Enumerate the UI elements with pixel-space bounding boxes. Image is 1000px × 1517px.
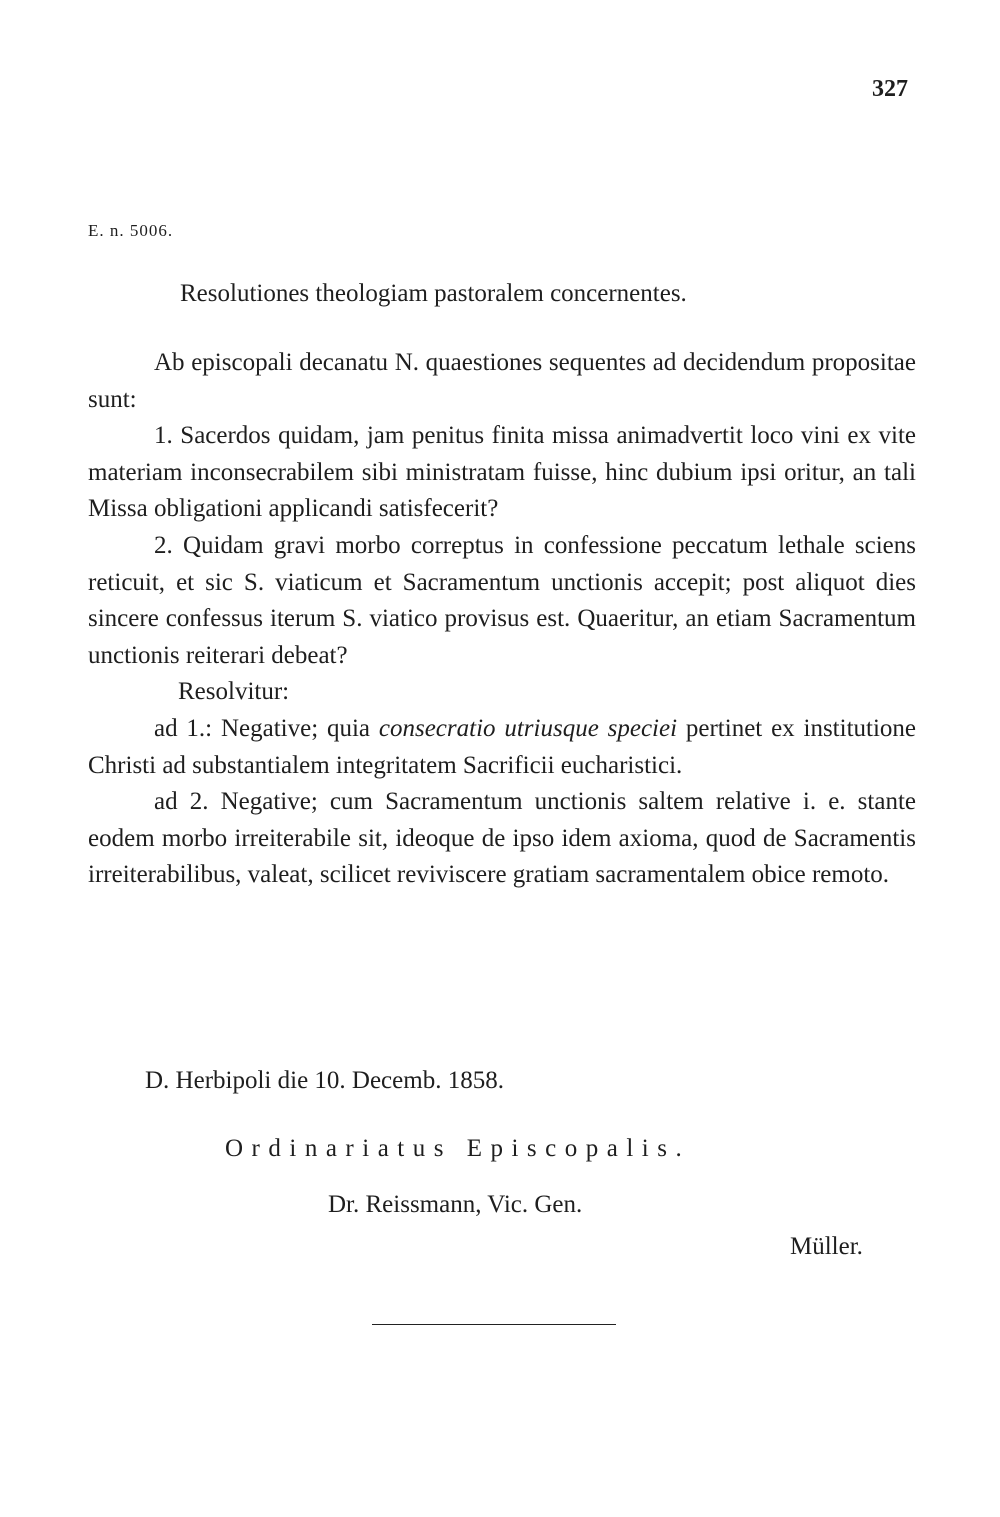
document-body (88, 345, 916, 894)
closing-divider-rule (372, 1324, 616, 1325)
reference-number: E. n. 5006. (88, 221, 174, 240)
page-number: 327 (872, 76, 908, 102)
answer-1-italic: consecratio utriusque speciei (378, 714, 678, 742)
date-line: D. Herbipoli die 10. Decemb. 1858. (145, 1067, 504, 1094)
answer-2-paragraph: ad 2. Negative; cum Sacramentum unctionis saltem relative i. e. stante eodem morbo irreiterabile sit, ideoque de ipso idem axioma, quod de Sacramentis irreiterabilibus, valeat, scilicet reviviscere gratiam sacramentalem obice remoto. (88, 788, 916, 889)
intro-paragraph: Ab episcopali decanatu N. quaestiones sequentes ad decidendum propositae sunt: (88, 349, 916, 413)
issuing-office: Ordinariatus Episcopalis. (225, 1135, 691, 1162)
answer-1-paragraph (88, 711, 916, 784)
signer-vicar-general: Dr. Reissmann, Vic. Gen. (328, 1191, 583, 1218)
answer-1-lead: ad 1.: Negative; quia (154, 714, 379, 742)
question-2-paragraph: 2. Quidam gravi morbo correptus in confessione peccatum lethale sciens reticuit, et sic S. viaticum et Sacramentum unctionis accepit; post aliquot dies sincere confessus iterum S. viatico provisus est. Quaeritur, an etiam Sacramentum unctionis reiterari debeat? (88, 531, 916, 669)
document-title: Resolutiones theologiam pastoralem concernentes. (180, 280, 687, 307)
signer-secretary: Müller. (790, 1233, 863, 1260)
answer-1-rest: pertinet ex institutione Christi ad substantialem integritatem Sacrificii eucharistici. (88, 714, 917, 779)
question-1-paragraph: 1. Sacerdos quidam, jam penitus finita missa animadvertit loco vini ex vite materiam inconsecrabilem sibi ministratam fuisse, hinc dubium ipsi oritur, an tali Missa obligationi applicandi satisfecerit? (88, 422, 916, 523)
resolvitur-heading: Resolvitur: (178, 678, 290, 706)
